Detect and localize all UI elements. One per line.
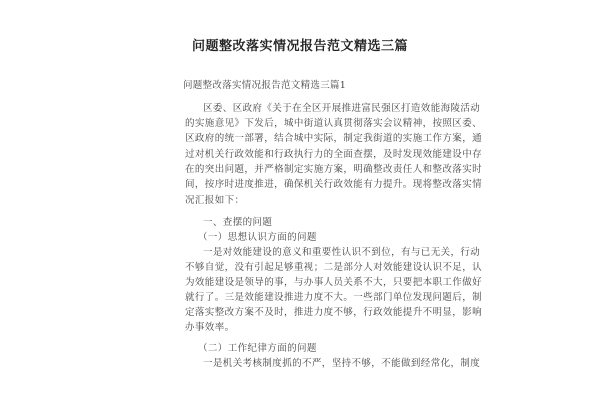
document-title: 问题整改落实情况报告范文精选三篇 — [191, 39, 408, 54]
body-line: 在的突出问题，并严格制定实施方案，明确整改责任人和整改落实时 — [185, 164, 483, 175]
body-line: 不够自觉，没有引起足够重视；二是部分人对效能建设认识不足，认 — [185, 262, 483, 273]
document-subtitle: 问题整改落实情况报告范文精选三篇1 — [183, 80, 347, 91]
body-line: 区委、区政府《关于在全区开展推进富民强区打造效能海陵活动 — [203, 103, 481, 114]
body-line: 定落实整改方案不及时，推进力度不够，行政效能提升不明显，影响 — [185, 307, 483, 318]
body-line: 过对机关行政效能和行政执行力的全面查摆，及时发现效能建设中存 — [185, 149, 483, 160]
body-line: 区政府的统一部署，结合城中实际，制定我街道的实施工作方案，通 — [185, 133, 483, 144]
body-line: 就行了。三是效能建设推进力度不大。一些部门单位发现问题后，制 — [185, 292, 483, 303]
subsection-heading: （一）思想认识方面的问题 — [198, 232, 317, 243]
body-line: 办事效率。 — [185, 322, 235, 333]
body-line: 间，按序时进度推进，确保机关行政效能有力提升。现将整改落实情 — [185, 179, 483, 190]
body-line: 一是对效能建设的意义和重要性认识不到位，有与已无关，行动 — [203, 247, 481, 258]
subsection-heading: （二）工作纪律方面的问题 — [198, 343, 317, 354]
section-heading: 一、查摆的问题 — [203, 217, 273, 228]
body-line: 为效能建设是领导的事，与办事人员关系不大，只要把本职工作做好 — [185, 277, 483, 288]
body-line: 的实施意见》下发后，城中街道认真贯彻落实会议精神，按照区委、 — [185, 118, 483, 129]
body-line: 一是机关考核制度抓的不严，坚持不够，不能做到经常化，制度 — [203, 358, 481, 369]
body-line: 况汇报如下： — [185, 195, 245, 206]
